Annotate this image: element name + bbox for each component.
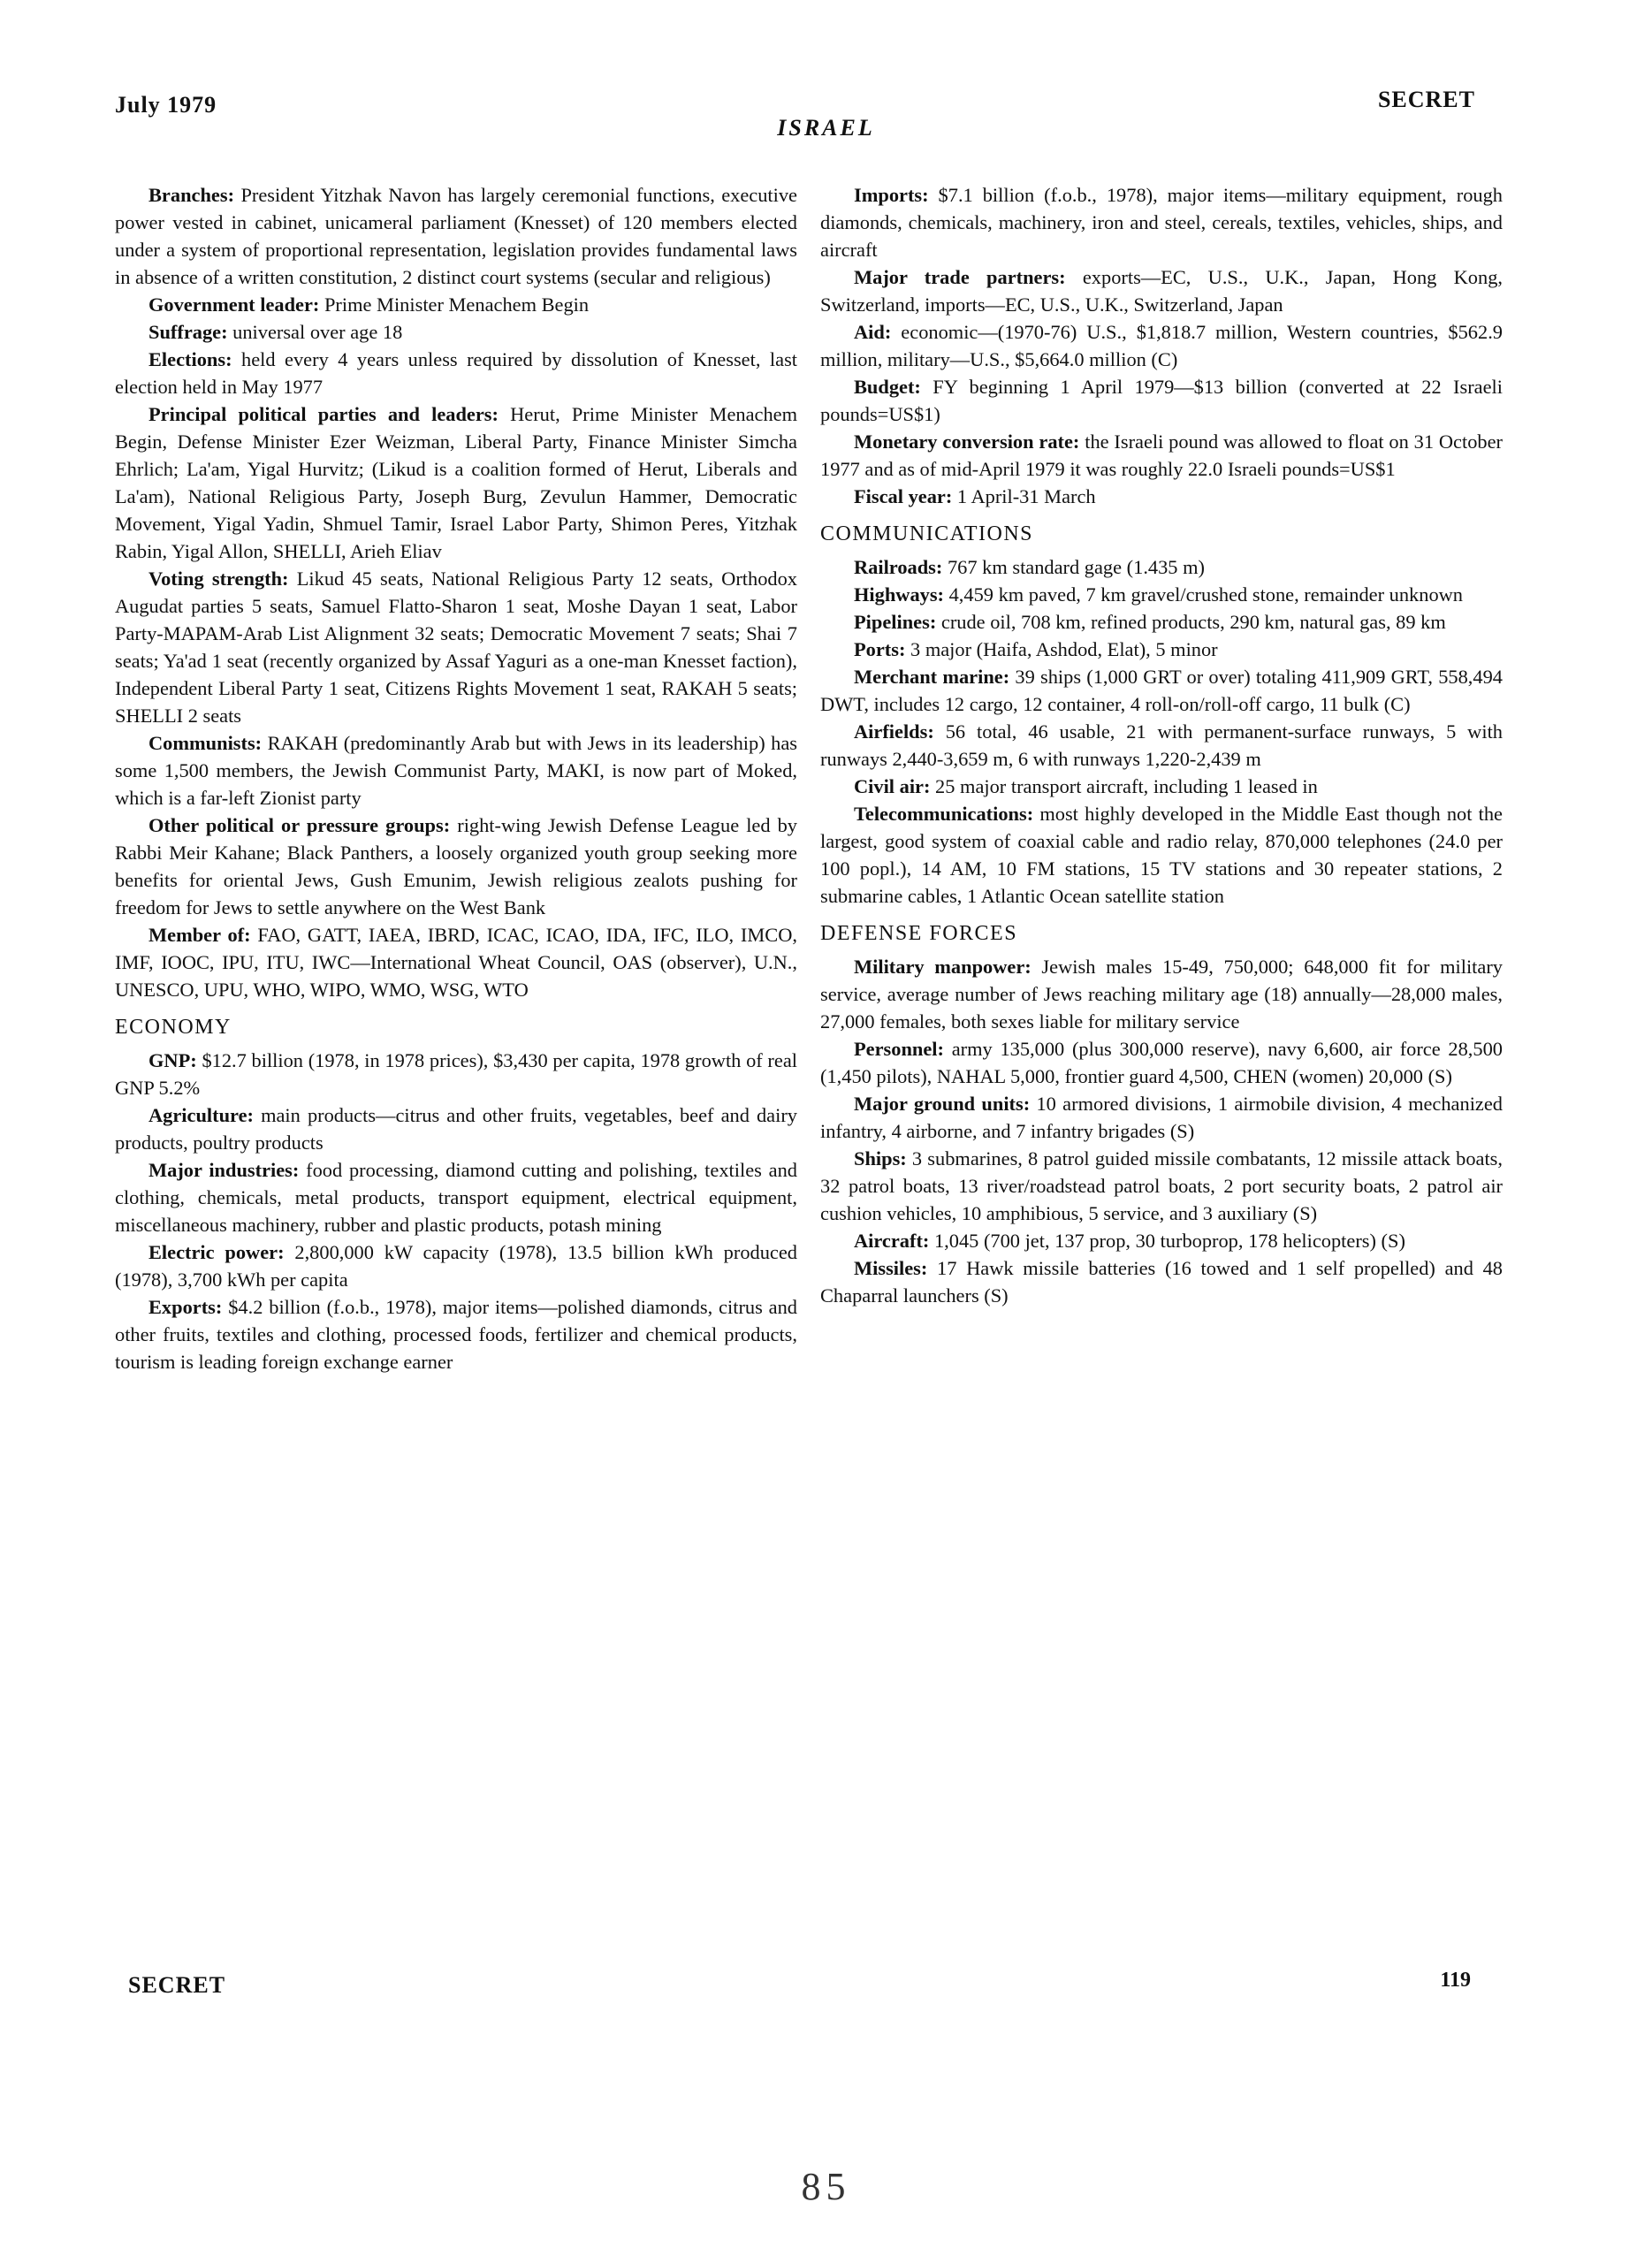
fact-label: Agriculture: xyxy=(148,1104,254,1126)
fact-entry xyxy=(115,1101,797,1156)
fact-text: Prime Minister Menachem Begin xyxy=(319,293,590,316)
fact-entry xyxy=(115,811,797,921)
fact-label: Personnel: xyxy=(854,1038,944,1060)
fact-label: Highways: xyxy=(854,583,945,606)
fact-label: Elections: xyxy=(148,348,232,370)
footer-page-number: 119 xyxy=(1440,1969,1471,1992)
fact-entry xyxy=(820,553,1503,581)
fact-entry xyxy=(820,718,1503,773)
fact-text: 3 submarines, 8 patrol guided missile combatants, 12 missile attack boats, 32 patrol boats, 13 river/roadstead patrol boats, 2 port security boats, 2 patrol air cushion vehicles, 10 amphibious, 5 service, and 3 auxiliary (S) xyxy=(820,1147,1503,1224)
fact-label: Telecommunications: xyxy=(854,803,1034,825)
header-country-title: ISRAEL xyxy=(777,115,875,141)
fact-text: President Yitzhak Navon has largely ceremonial functions, executive power vested in cabinet, unicameral parliament (Knesset) of 120 members elected under a system of proportional representation, legislation provides fundamental laws in absence of a written constitution, 2 distinct court systems (secular and religious) xyxy=(115,184,797,288)
fact-label: Military manpower: xyxy=(854,956,1032,978)
fact-entry xyxy=(115,921,797,1003)
fact-text: 1 April-31 March xyxy=(952,485,1096,507)
fact-entry xyxy=(820,953,1503,1035)
fact-entry xyxy=(820,263,1503,318)
fact-entry xyxy=(820,373,1503,428)
fact-label: Electric power: xyxy=(148,1241,285,1263)
fact-label: Aid: xyxy=(854,321,892,343)
fact-entry xyxy=(820,1035,1503,1090)
header-classification: SECRET xyxy=(1377,87,1475,112)
fact-text: 25 major transport aircraft, including 1 leased in xyxy=(930,775,1318,797)
fact-label: Communists: xyxy=(148,732,263,754)
fact-label: Pipelines: xyxy=(854,611,937,633)
fact-text: the Israeli pound was allowed to float on 31 October 1977 and as of mid-April 1979 it was roughly 22.0 Israeli pounds=US$1 xyxy=(820,431,1503,480)
fact-text: universal over age 18 xyxy=(227,321,403,343)
fact-label: Railroads: xyxy=(854,556,943,578)
fact-label: Principal political parties and leaders: xyxy=(148,403,499,425)
fact-text: Jewish males 15-49, 750,000; 648,000 fit for military service, average number of Jews reaching military age (18) annually—28,000 males, 27,000 females, both sexes liable for military service xyxy=(820,956,1503,1032)
fact-text: army 135,000 (plus 300,000 reserve), navy 6,600, air force 28,500 (1,450 pilots), NAHAL 5,000, frontier guard 4,500, CHEN (women) 20,000 (S) xyxy=(820,1038,1503,1087)
fact-text: 2,800,000 kW capacity (1978), 13.5 billion kWh produced (1978), 3,700 kWh per capita xyxy=(115,1241,797,1291)
fact-entry xyxy=(820,608,1503,636)
fact-entry xyxy=(115,346,797,400)
fact-entry xyxy=(820,1090,1503,1145)
fact-entry xyxy=(820,663,1503,718)
fact-entry xyxy=(820,636,1503,663)
fact-text: food processing, diamond cutting and polishing, textiles and clothing, chemicals, metal products, transport equipment, electrical equipment, miscellaneous machinery, rubber and plastic products, potash mining xyxy=(115,1159,797,1236)
fact-entry xyxy=(115,181,797,291)
fact-text: exports—EC, U.S., U.K., Japan, Hong Kong, Switzerland, imports—EC, U.S., U.K., Switzerland, Japan xyxy=(820,266,1503,316)
left-column xyxy=(115,181,797,1375)
fact-label: Aircraft: xyxy=(854,1230,930,1252)
fact-label: Missiles: xyxy=(854,1257,928,1279)
fact-entry xyxy=(820,581,1503,608)
fact-label: Budget: xyxy=(854,376,921,398)
fact-label: Major ground units: xyxy=(854,1093,1031,1115)
fact-text: 39 ships (1,000 GRT or over) totaling 411,909 GRT, 558,494 DWT, includes 12 cargo, 12 container, 4 roll-on/roll-off cargo, 11 bulk (C) xyxy=(820,666,1503,715)
fact-entry xyxy=(115,1047,797,1101)
section-heading: DEFENSE FORCES xyxy=(820,922,1018,945)
fact-text: FAO, GATT, IAEA, IBRD, ICAC, ICAO, IDA, IFC, ILO, IMCO, IMF, IOOC, IPU, ITU, IWC—International Wheat Council, OAS (observer), U.N., UNESCO, UPU, WHO, WIPO, WMO, WSG, WTO xyxy=(115,924,797,1001)
fact-text: 17 Hawk missile batteries (16 towed and 1 self propelled) and 48 Chaparral launchers (S) xyxy=(820,1257,1503,1307)
fact-entry xyxy=(820,800,1503,910)
fact-text: held every 4 years unless required by dissolution of Knesset, last election held in May 1977 xyxy=(115,348,797,398)
section-heading: ECONOMY xyxy=(115,1016,232,1039)
fact-text: economic—(1970-76) U.S., $1,818.7 million, Western countries, $562.9 million, military—U.S., $5,664.0 million (C) xyxy=(820,321,1503,370)
fact-label: Branches: xyxy=(148,184,235,206)
fact-text: main products—citrus and other fruits, vegetables, beef and dairy products, poultry products xyxy=(115,1104,797,1154)
fact-label: Government leader: xyxy=(148,293,320,316)
fact-entry xyxy=(115,318,797,346)
fact-text: Herut, Prime Minister Menachem Begin, Defense Minister Ezer Weizman, Liberal Party, Finance Minister Simcha Ehrlich; La'am, Yigal Hurvitz; (Likud is a coalition formed of Herut, Liberals and La'am), National Religious Party, Joseph Burg, Zevulun Hammer, Democratic Movement, Yigal Yadin, Shmuel Tamir, Israel Labor Party, Shimon Peres, Yitzhak Rabin, Yigal Allon, SHELLI, Arieh Eliav xyxy=(115,403,797,562)
fact-label: Ports: xyxy=(854,638,906,660)
section-heading: COMMUNICATIONS xyxy=(820,522,1034,545)
fact-entry xyxy=(820,483,1503,510)
fact-entry xyxy=(115,1238,797,1293)
fact-entry xyxy=(820,1145,1503,1227)
fact-label: Other political or pressure groups: xyxy=(148,814,451,836)
fact-label: Merchant marine: xyxy=(854,666,1010,688)
fact-text: 56 total, 46 usable, 21 with permanent-surface runways, 5 with runways 2,440-3,659 m, 6 with runways 1,220-2,439 m xyxy=(820,720,1503,770)
fact-label: Civil air: xyxy=(854,775,931,797)
fact-entry xyxy=(820,1227,1503,1254)
fact-entry xyxy=(115,729,797,811)
fact-entry xyxy=(115,1156,797,1238)
fact-entry xyxy=(820,1254,1503,1309)
fact-label: Fiscal year: xyxy=(854,485,953,507)
fact-label: Imports: xyxy=(854,184,929,206)
fact-entry xyxy=(820,318,1503,373)
fact-text: crude oil, 708 km, refined products, 290 km, natural gas, 89 km xyxy=(936,611,1446,633)
fact-entry xyxy=(115,565,797,729)
fact-text: Likud 45 seats, National Religious Party 12 seats, Orthodox Augudat parties 5 seats, Samuel Flatto-Sharon 1 seat, Moshe Dayan 1 seat, Labor Party-MAPAM-Arab List Alignment 32 seats; Democratic Movement 7 seats; Shai 7 seats; Ya'ad 1 seat (recently organized by Assaf Yaguri as a one-man Knesset faction), Independent Liberal Party 1 seat, Citizens Rights Movement 1 seat, RAKAH 5 seats; SHELLI 2 seats xyxy=(115,568,797,727)
footer-classification: SECRET xyxy=(128,1972,226,1998)
fact-text: $7.1 billion (f.o.b., 1978), major items—military equipment, rough diamonds, chemicals, machinery, iron and steel, cereals, textiles, vehicles, ships, and aircraft xyxy=(820,184,1503,261)
fact-text: $4.2 billion (f.o.b., 1978), major items—polished diamonds, citrus and other fruits, textiles and clothing, processed foods, fertilizer and chemical products, tourism is leading foreign exchange earner xyxy=(115,1296,797,1373)
fact-entry xyxy=(820,773,1503,800)
fact-label: Airfields: xyxy=(854,720,934,743)
fact-text: 1,045 (700 jet, 137 prop, 30 turboprop, 178 helicopters) (S) xyxy=(929,1230,1405,1252)
fact-label: Voting strength: xyxy=(148,568,289,590)
fact-entry xyxy=(115,291,797,318)
fact-label: Exports: xyxy=(148,1296,223,1318)
fact-text: 3 major (Haifa, Ashdod, Elat), 5 minor xyxy=(905,638,1218,660)
fact-label: GNP: xyxy=(148,1049,197,1071)
fact-entry xyxy=(820,428,1503,483)
fact-text: 10 armored divisions, 1 airmobile division, 4 mechanized infantry, 4 airborne, and 7 infantry brigades (S) xyxy=(820,1093,1503,1142)
fact-entry xyxy=(820,181,1503,263)
fact-text: $12.7 billion (1978, in 1978 prices), $3,430 per capita, 1978 growth of real GNP 5.2% xyxy=(115,1049,797,1099)
fact-text: RAKAH (predominantly Arab but with Jews in its leadership) has some 1,500 members, the Jewish Communist Party, MAKI, is now part of Moked, which is a far-left Zionist party xyxy=(115,732,797,809)
fact-label: Major trade partners: xyxy=(854,266,1066,288)
fact-text: 4,459 km paved, 7 km gravel/crushed stone, remainder unknown xyxy=(944,583,1464,606)
fact-entry xyxy=(115,1293,797,1375)
fact-label: Member of: xyxy=(148,924,251,946)
fact-text: most highly developed in the Middle East though not the largest, good system of coaxial cable and radio relay, 870,000 telephones (24.0 per 100 popl.), 14 AM, 10 FM stations, 15 TV stations and 30 repeater stations, 2 submarine cables, 1 Atlantic Ocean satellite station xyxy=(820,803,1503,907)
fact-text: FY beginning 1 April 1979—$13 billion (converted at 22 Israeli pounds=US$1) xyxy=(820,376,1503,425)
fact-text: 767 km standard gage (1.435 m) xyxy=(942,556,1205,578)
header-date: July 1979 xyxy=(115,92,217,118)
fact-text: right-wing Jewish Defense League led by Rabbi Meir Kahane; Black Panthers, a loosely organized youth group seeking more benefits for oriental Jews, Gush Emunim, Jewish religious zealots pushing for freedom for Jews to settle anywhere on the West Bank xyxy=(115,814,797,918)
fact-label: Monetary conversion rate: xyxy=(854,431,1080,453)
fact-label: Suffrage: xyxy=(148,321,228,343)
fact-entry xyxy=(115,400,797,565)
right-column xyxy=(820,181,1503,1309)
fact-label: Ships: xyxy=(854,1147,907,1170)
stamped-page-number: 85 xyxy=(801,2165,851,2208)
fact-label: Major industries: xyxy=(148,1159,300,1181)
